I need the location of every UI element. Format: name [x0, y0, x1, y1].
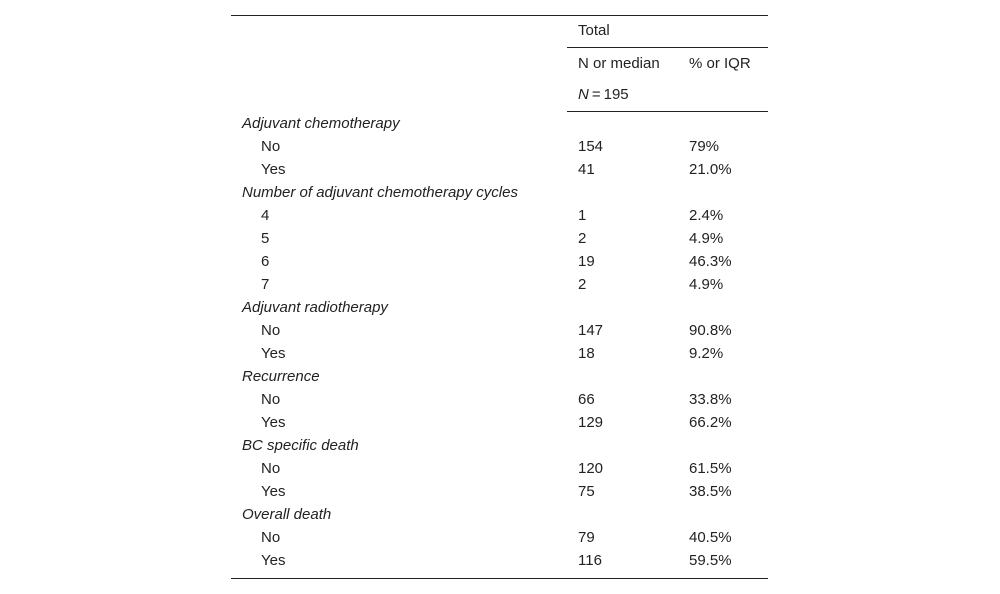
row-pct-value: 4.9%: [689, 276, 724, 293]
row-pct-value: 4.9%: [689, 230, 724, 247]
header-pct-or-iqr: % or IQR: [689, 55, 751, 72]
row-label: No: [261, 391, 281, 408]
row-pct-value: 2.4%: [689, 207, 724, 224]
row-label: No: [261, 138, 281, 155]
row-n-value: 129: [578, 414, 604, 431]
row-n-value: 19: [578, 253, 595, 270]
row-pct-value: 9.2%: [689, 345, 724, 362]
header-group-rule: [567, 47, 768, 48]
row-pct-value: 61.5%: [689, 460, 732, 477]
row-n-value: 120: [578, 460, 604, 477]
row-label: 5: [261, 230, 270, 247]
header-n-symbol: N: [578, 86, 589, 103]
row-n-value: 79: [578, 529, 595, 546]
row-n-value: 41: [578, 161, 595, 178]
header-bottom-rule: [567, 111, 768, 112]
row-n-value: 75: [578, 483, 595, 500]
row-label: 6: [261, 253, 270, 270]
section-title: Adjuvant radiotherapy: [242, 299, 388, 316]
section-title: Recurrence: [242, 368, 320, 385]
section-title: Overall death: [242, 506, 332, 523]
row-pct-value: 90.8%: [689, 322, 732, 339]
row-n-value: 2: [578, 276, 587, 293]
row-label: 4: [261, 207, 270, 224]
row-pct-value: 33.8%: [689, 391, 732, 408]
row-label: No: [261, 460, 281, 477]
table-top-rule: [231, 15, 768, 16]
row-pct-value: 21.0%: [689, 161, 732, 178]
row-pct-value: 46.3%: [689, 253, 732, 270]
row-n-value: 1: [578, 207, 587, 224]
row-label: 7: [261, 276, 270, 293]
row-label: Yes: [261, 161, 286, 178]
row-label: Yes: [261, 552, 286, 569]
row-label: No: [261, 529, 281, 546]
row-n-value: 66: [578, 391, 595, 408]
row-label: No: [261, 322, 281, 339]
row-n-value: 2: [578, 230, 587, 247]
row-n-value: 18: [578, 345, 595, 362]
header-sample-size: [578, 86, 629, 104]
row-label: Yes: [261, 345, 286, 362]
header-group-total: Total: [578, 22, 610, 39]
header-n-or-median: N or median: [578, 55, 660, 72]
row-n-value: 154: [578, 138, 604, 155]
row-pct-value: 38.5%: [689, 483, 732, 500]
row-pct-value: 79%: [689, 138, 720, 155]
section-title: Adjuvant chemotherapy: [242, 115, 400, 132]
table-bottom-rule: [231, 578, 768, 579]
row-label: Yes: [261, 483, 286, 500]
section-title: BC specific death: [242, 437, 359, 454]
row-label: Yes: [261, 414, 286, 431]
header-n-value: = 195: [588, 86, 629, 103]
row-pct-value: 40.5%: [689, 529, 732, 546]
section-title: Number of adjuvant chemotherapy cycles: [242, 184, 518, 201]
row-n-value: 116: [578, 552, 602, 569]
row-pct-value: 59.5%: [689, 552, 732, 569]
row-n-value: 147: [578, 322, 604, 339]
row-pct-value: 66.2%: [689, 414, 732, 431]
